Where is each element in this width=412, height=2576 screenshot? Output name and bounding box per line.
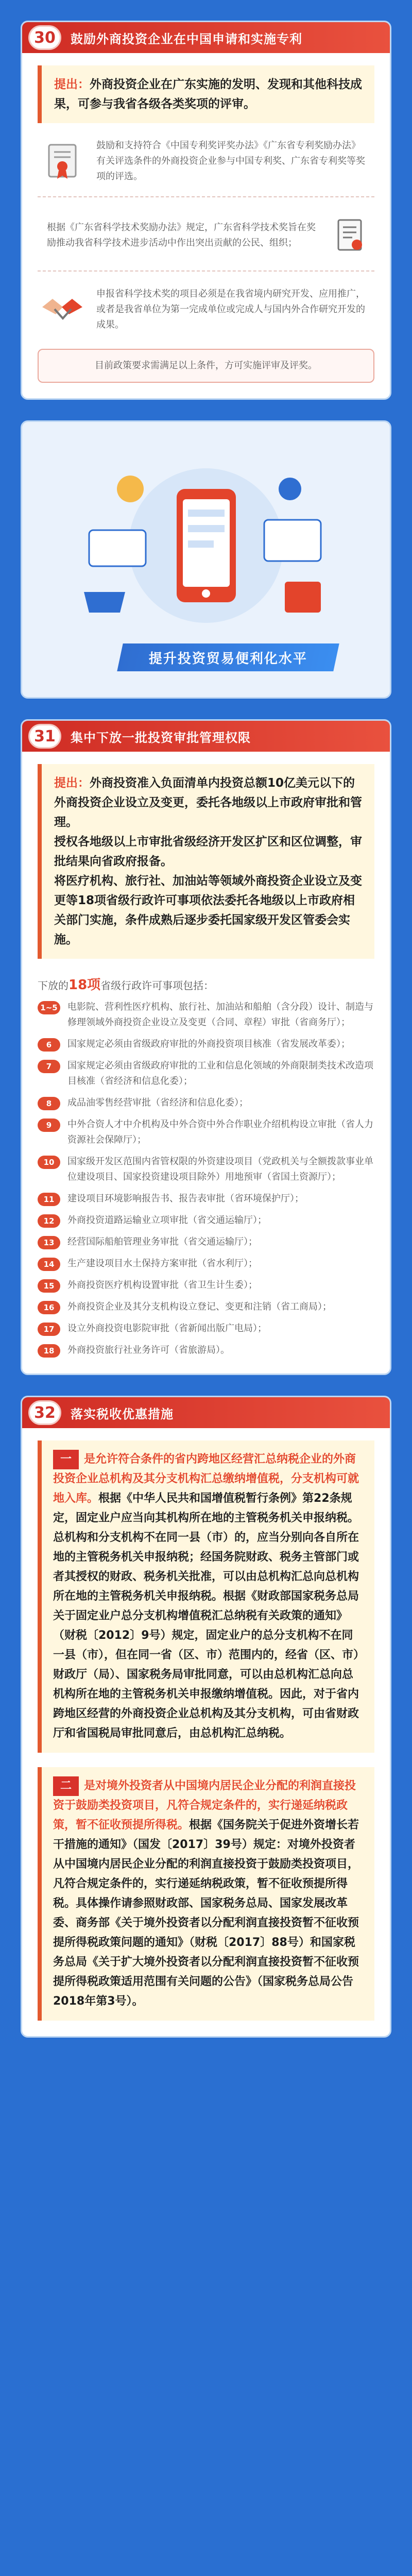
divider [38,196,374,197]
list-item [38,1058,374,1089]
policy-paragraph-1 [38,1440,374,1753]
item-text: 外商投资企业及其分支机构设立登记、变更和注销（省工商局）； [67,1301,332,1312]
handshake-icon [38,285,87,334]
investment-banner [21,420,391,699]
item-text: 国家级开发区范围内省管权限的外资建设项目（党政机关与全额拨款事业单位建设项目、国家投资建设项目除外）用地预审（省国土资源厅）； [67,1156,373,1182]
proposal-highlight [38,65,374,123]
item-number: 13 [38,1236,60,1249]
list-item [38,1037,374,1052]
item-text: 成品油零售经营审批（省经济和信息化委）； [67,1097,248,1108]
proposal-text: 将医疗机构、旅行社、加油站等领域外商投资企业设立及变更等18项省级行政许可事项依法委托各地级以上市政府相关部门实施，条件成熟后逐步委托国家级开发区管委会实施。 [54,874,362,946]
list-item [38,1299,374,1315]
proposal-text: 外商投资企业在广东实施的发明、发现和其他科技成果，可参与我省各级各类奖项的评审。 [54,78,362,111]
section-title: 集中下放一批投资审批管理权限 [71,730,251,745]
proposal-text: 外商投资准入负面清单内投资总额10亿美元以下的外商投资企业设立及变更，委托各地级以上市政府审批和管理。 [54,776,362,829]
item-number: 7 [38,1060,60,1073]
list-item [38,999,374,1030]
section-number-badge: 32 [28,1400,61,1425]
paragraph-text: 根据《中华人民共和国增值税暂行条例》第22条规定，固定业户应当向其机构所在地的主管税务机关申报纳税。总机构和分支机构不在同一县（市）的，应当分别向各自所在地的主管税务机关申报纳税；经国务院财政、税务主管部门或者其授权的财政、税务机关批准，可以由总机构汇总向总机构所在地的主管税务机关申报纳税。根据《财政部国家税务总局关于固定业户总分支机构增值税汇总纳税有关政策的通知》（财税〔2012〕9号）规定，固定业户的总分支机构不在同一县（市），但在同一省（区、市）范围内的，经省（区、市）财政厅（局）、国家税务局审批同意，可以由总机构汇总向总机构所在地的主管税务机关申报缴纳增值税。因此，对于省内跨地区经营的外商投资企业总机构及其分支机构，可由省财政厅和省国税局审批同意后，由总机构汇总纳税。 [53,1492,359,1740]
info-row-patent [38,137,374,186]
paragraph-lead: 是允许符合条件的省内跨地区经营汇总纳税企业的外商投资企业总机构及其分支机构汇总缴纳增值税，分支机构可就地入库。 [53,1453,359,1505]
item-number: 6 [38,1038,60,1052]
section-title: 鼓励外商投资企业在中国申请和实施专利 [71,31,302,46]
item-number: 18 [38,1344,60,1358]
document-icon [325,211,374,260]
item-text: 外商投资道路运输业立项审批（省交通运输厅）； [67,1215,267,1226]
info-text: 申报省科学技术奖的项目必须是在我省境内研究开发、应用推广，或者是我省单位为第一完成单位或完成人与国内外合作研究开发的成果。 [96,289,365,330]
info-text: 根据《广东省科学技术奖励办法》规定，广东省科学技术奖旨在奖励推动我省科学技术进步活动中作出突出贡献的公民、组织； [47,222,316,248]
item-number: 16 [38,1301,60,1314]
item-text: 国家规定必须由省级政府审批的工业和信息化领域的外商限制类技术改造项目核准（省经济和信息化委）； [67,1060,373,1087]
list-item [38,1321,374,1336]
list-item [38,1213,374,1228]
item-number: 8 [38,1097,60,1110]
item-number: 17 [38,1323,60,1336]
section-32-header [22,1397,390,1428]
info-row-science-award [38,211,374,260]
list-intro: 下放的18项省级行政许可事项包括： [38,977,214,993]
policy-paragraph-2 [38,1767,374,2021]
list-item [38,1256,374,1272]
section-31-header [22,721,390,752]
item-text: 外商投资医疗机构设置审批（省卫生计生委）； [67,1280,258,1291]
banner-illustration [22,427,390,643]
item-number: 12 [38,1214,60,1228]
section-title: 落实税收优惠措施 [71,1406,174,1421]
paragraph-lead: 是对境外投资者从中国境内居民企业分配的利润直接投资于鼓励类投资项目，凡符合规定条件的，实行递延纳税政策，暂不征收预提所得税。 [53,1780,356,1832]
medal-icon [38,137,87,186]
section-number-badge: 30 [28,25,61,50]
paragraph-text: 根据《国务院关于促进外资增长若干措施的通知》（国发〔2017〕39号）规定：对境外投资者从中国境内居民企业分配的利润直接投资于鼓励类投资项目，凡符合规定条件的，实行递延纳税政策，暂不征收预提所得税。具体操作请参照财政部、国家税务总局、国家发展改革委、商务部《关于境外投资者以分配利润直接投资暂不征收预提所得税政策问题的通知》（财税〔2017〕88号）和国家税务总局《关于扩大境外投资者以分配利润直接投资暂不征收预提所得税政策适用范围有关问题的公告》（国家税务总局公告2018年第3号）。 [53,1819,359,2008]
list-item [38,1234,374,1250]
item-text: 中外合资人才中介机构及中外合资中外合作职业介绍机构设立审批（省人力资源社会保障厅）； [67,1119,373,1145]
item-text: 外商投资旅行社业务许可（省旅游局）。 [67,1345,230,1355]
divider [38,270,374,272]
section-31-card [21,719,391,1375]
list-item [38,1191,374,1207]
item-number: 14 [38,1258,60,1271]
paragraph-badge: 二 [53,1776,79,1796]
proposal-tag: 提出： [54,776,90,790]
conditions-note: 目前政策要求需满足以上条件，方可实施评审及评奖。 [38,349,374,383]
section-number-badge: 31 [28,724,61,749]
proposal-text: 授权各地级以上市审批省级经济开发区扩区和区位调整，审批结果向省政府报备。 [54,835,362,868]
item-text: 经营国际船舶管理业务审批（省交通运输厅）； [67,1236,258,1247]
item-text: 国家规定必须由省级政府审批的外商投资项目核准（省发展改革委）； [67,1039,350,1049]
section-30-card [21,21,391,400]
item-number: 15 [38,1279,60,1293]
list-item [38,1154,374,1185]
proposal-highlight [38,764,374,959]
info-row-cooperation [38,285,374,334]
item-text: 生产建设项目水土保持方案审批（省水利厅）； [67,1258,258,1269]
item-number: 9 [38,1118,60,1132]
item-number: 1~5 [38,1001,60,1014]
proposal-tag: 提出： [54,78,90,91]
list-item [38,1343,374,1358]
section-32-card [21,1396,391,2038]
item-number: 10 [38,1156,60,1169]
section-30-header [22,22,390,53]
paragraph-badge: 一 [53,1450,79,1469]
item-text: 设立外商投资电影院审批（省新闻出版广电局）； [67,1323,267,1334]
item-number: 11 [38,1193,60,1206]
list-item [38,1117,374,1148]
item-text: 建设项目环境影响报告书、报告表审批（省环境保护厅）； [67,1193,304,1204]
info-text: 鼓励和支持符合《中国专利奖评奖办法》《广东省专利奖励办法》有关评选条件的外商投资企业参与中国专利奖、广东省专利奖等奖项的评选。 [96,140,365,182]
item-text: 电影院、营利性医疗机构、旅行社、加油站和船舶（含分段）设计、制造与修理领域外商投资企业设立及变更（合同、章程）审批（省商务厅）； [67,1002,373,1028]
list-item [38,1278,374,1293]
banner-title: 提升投资贸易便利化水平 [117,643,339,671]
list-item [38,1095,374,1111]
